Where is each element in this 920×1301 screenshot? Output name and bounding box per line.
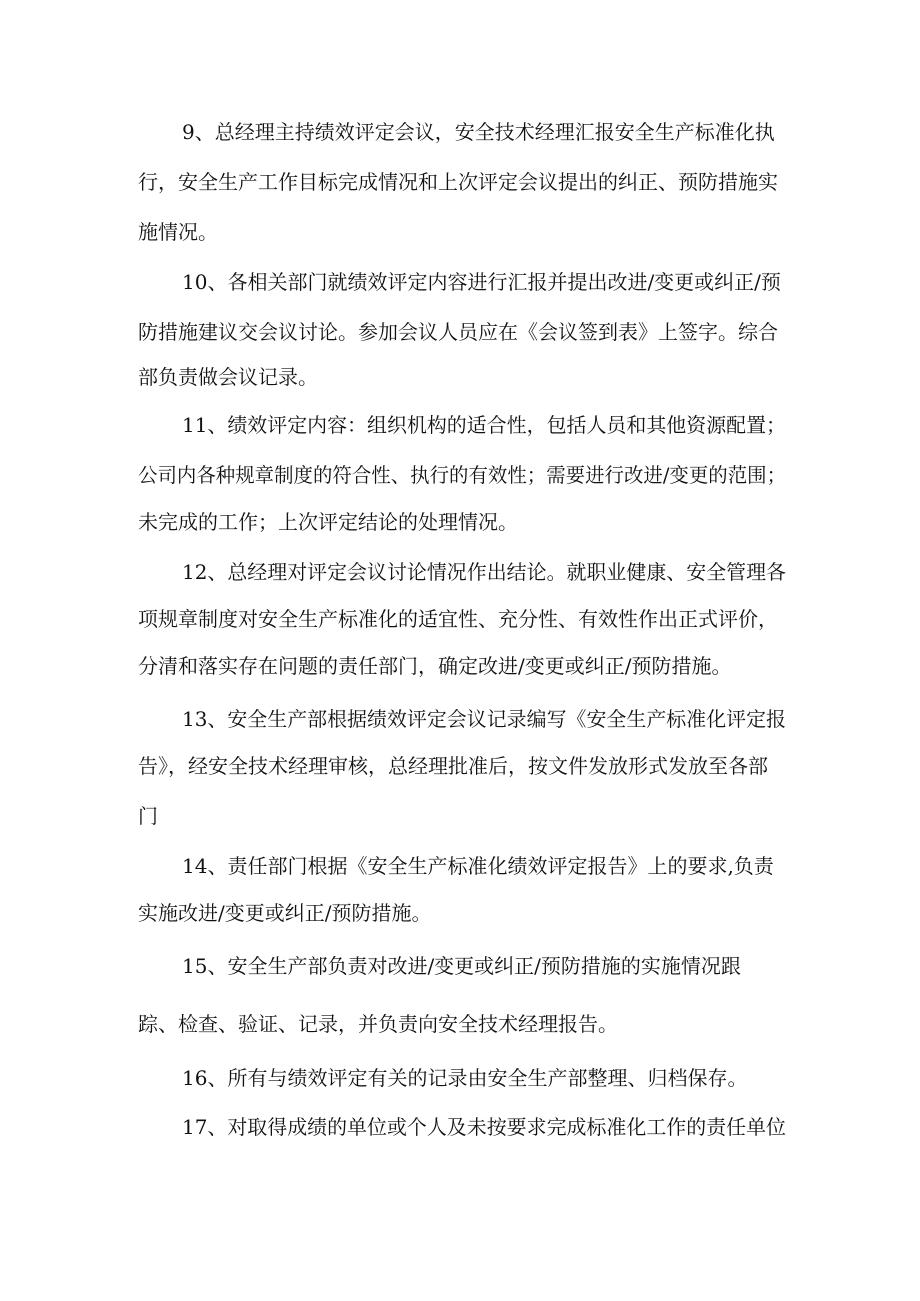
text-line: 踪、检查、验证、记录，并负责向安全技术经理报告。 [138, 1012, 618, 1036]
text-line: 15、安全生产部负责对改进/变更或纠正/预防措施的实施情况跟 [182, 954, 741, 978]
paragraph-10-line-3 [0, 357, 920, 397]
paragraph-13-line-2 [0, 746, 920, 786]
paragraph-9-line-1 [0, 112, 920, 152]
paragraph-11-line-3 [0, 502, 920, 542]
text-line: 12、总经理对评定会议讨论情况作出结论。就职业健康、安全管理各 [182, 560, 787, 584]
paragraph-14-line-1 [0, 846, 920, 886]
paragraph-17-line-1 [0, 1107, 920, 1147]
text-line: 9、总经理主持绩效评定会议，安全技术经理汇报安全生产标准化执 [182, 120, 775, 144]
text-line: 行，安全生产工作目标完成情况和上次评定会议提出的纠正、预防措施实 [138, 170, 778, 194]
paragraph-11-line-2 [0, 455, 920, 495]
text-line: 告》，经安全技术经理审核，总经理批准后，按文件发放形式发放至各部 [138, 754, 768, 778]
text-line: 项规章制度对安全生产标准化的适宜性、充分性、有效性作出正式评价， [138, 607, 778, 631]
paragraph-9-line-2 [0, 162, 920, 202]
text-line: 17、对取得成绩的单位或个人及未按要求完成标准化工作的责任单位 [182, 1115, 787, 1139]
paragraph-13-line-3 [0, 796, 920, 836]
paragraph-12-line-3 [0, 646, 920, 686]
paragraph-16-line-1 [0, 1058, 920, 1098]
paragraph-14-line-2 [0, 893, 920, 933]
paragraph-12-line-2 [0, 599, 920, 639]
text-line: 防措施建议交会议讨论。参加会议人员应在《会议签到表》上签字。综合 [138, 320, 778, 344]
paragraph-10-line-1 [0, 262, 920, 302]
text-line: 13、安全生产部根据绩效评定会议记录编写《安全生产标准化评定报 [182, 707, 787, 731]
text-line: 门 [138, 804, 158, 828]
text-line: 公司内各种规章制度的符合性、执行的有效性；需要进行改进/变更的范围； [138, 463, 787, 487]
text-line: 14、责任部门根据《安全生产标准化绩效评定报告》上的要求,负责 [182, 854, 774, 878]
text-line: 10、各相关部门就绩效评定内容进行汇报并提出改进/变更或纠正/预 [182, 270, 781, 294]
paragraph-12-line-1 [0, 552, 920, 592]
text-line: 实施改进/变更或纠正/预防措施。 [138, 901, 432, 925]
paragraph-15-line-1 [0, 946, 920, 986]
text-line: 未完成的工作；上次评定结论的处理情况。 [138, 510, 518, 534]
paragraph-15-line-2 [0, 1004, 920, 1044]
paragraph-9-line-3 [0, 212, 920, 252]
paragraph-11-line-1 [0, 405, 920, 445]
text-line: 16、所有与绩效评定有关的记录由安全生产部整理、归档保存。 [182, 1066, 748, 1090]
text-line: 施情况。 [138, 220, 218, 244]
paragraph-13-line-1 [0, 699, 920, 739]
paragraph-10-line-2 [0, 312, 920, 352]
text-line: 部负责做会议记录。 [138, 365, 318, 389]
text-line: 11、绩效评定内容：组织机构的适合性，包括人员和其他资源配置； [182, 413, 787, 437]
text-line: 分清和落实存在问题的责任部门，确定改进/变更或纠正/预防措施。 [138, 654, 732, 678]
